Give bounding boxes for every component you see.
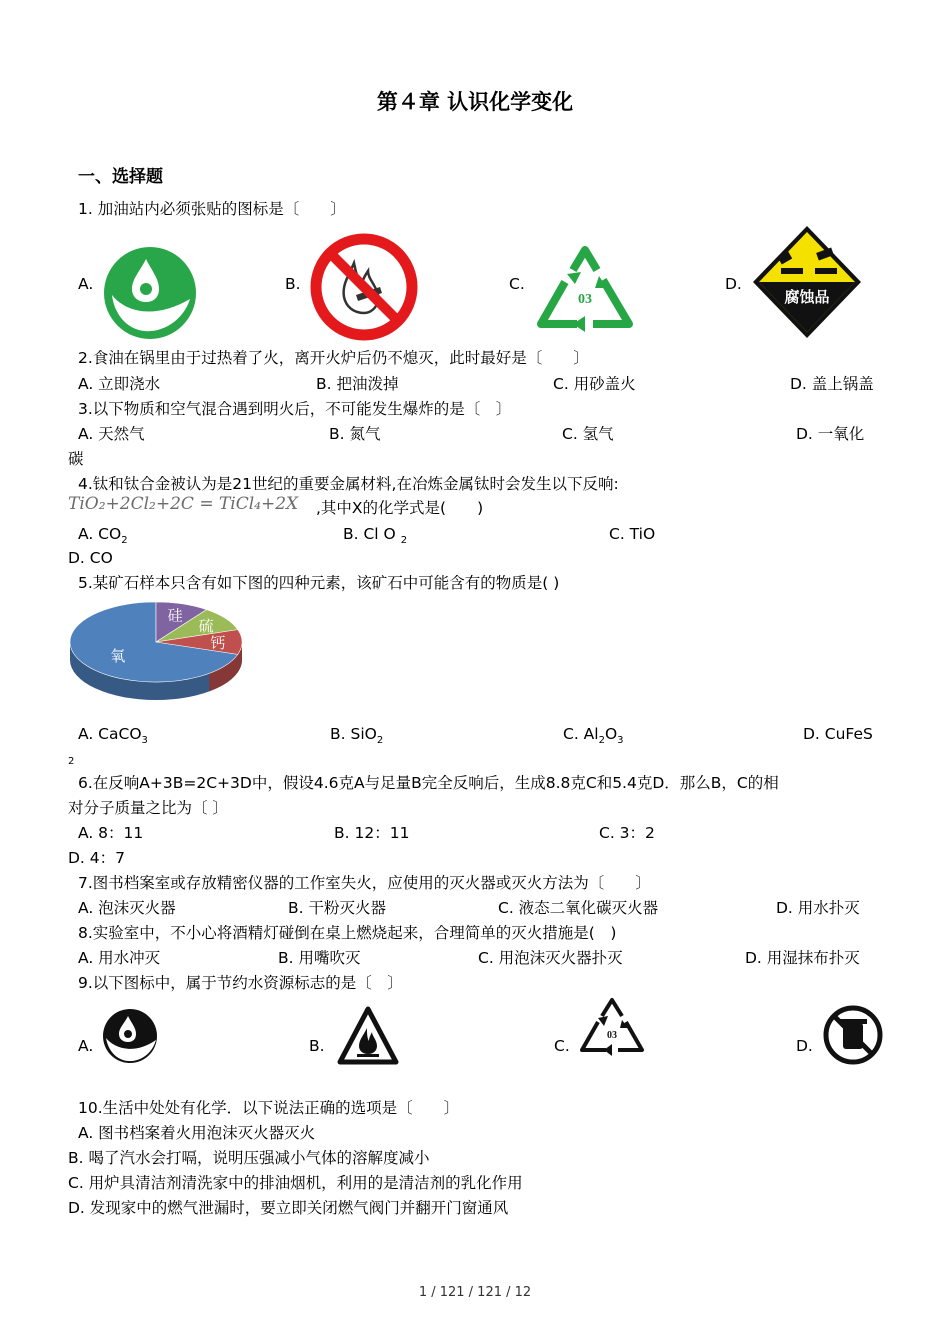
recycle-outline-icon: [578, 996, 646, 1062]
water-drop-hand-icon: [102, 1008, 158, 1064]
q1-option-d: D.: [725, 275, 742, 293]
q4-option-b: B. Cl O $_2$: [343, 525, 408, 547]
question-6-stem: 6.在反响A+3B=2C+3D中，假设4.6克A与足量B完全反响后，生成8.8克C和5.4克D．那么B，C的相: [78, 774, 779, 792]
q3-option-a: A. 天然气: [78, 425, 145, 443]
element-pie-chart: [68, 598, 246, 706]
q6-option-a: A. 8：11: [78, 824, 144, 842]
q5-option-a: A. CaCO$_3$: [78, 725, 148, 747]
reaction-formula: TiO₂+2Cl₂+2C = TiCl₄+2X: [68, 494, 299, 514]
question-5-stem: 5.某矿石样本只含有如下图的四种元素，该矿石中可能含有的物质是( ): [78, 574, 560, 592]
pie-label-0: 氧: [110, 646, 126, 665]
q9-option-c: C.: [554, 1037, 570, 1055]
q6-option-c: C. 3：2: [599, 824, 655, 842]
no-fire-icon: [310, 233, 418, 341]
q8-option-a: A. 用水冲灭: [78, 949, 161, 967]
question-2-stem: 2.食油在锅里由于过热着了火，离开火炉后仍不熄灭，此时最好是〔 〕: [78, 349, 589, 367]
q3-option-c: C. 氢气: [562, 425, 614, 443]
q5-option-b: B. SiO$_2$: [330, 725, 384, 747]
pie-label-1: 硅: [167, 606, 183, 625]
q2-option-b: B. 把油泼掉: [316, 375, 399, 393]
q10-option-c: C. 用炉具清洁剂清洗家中的排油烟机，利用的是清洁剂的乳化作用: [68, 1174, 523, 1192]
page-number: 1 / 121 / 121 / 12: [418, 1285, 532, 1300]
q7-option-b: B. 干粉灭火器: [288, 899, 386, 917]
question-4-tail: ,其中X的化学式是( ): [316, 499, 484, 517]
q5-option-d: D. CuFeS: [803, 725, 873, 743]
recycle-outline-label: 03: [607, 1030, 617, 1041]
q5-option-d-wrap: 2: [68, 756, 75, 767]
recycle-label: 03: [578, 292, 592, 307]
q10-option-d: D. 发现家中的燃气泄漏时，要立即关闭燃气阀门并翻开门窗通风: [68, 1199, 509, 1217]
q9-option-b: B.: [309, 1037, 325, 1055]
q8-option-d: D. 用湿抹布扑灭: [745, 949, 860, 967]
q6-option-d: D. 4：7: [68, 849, 126, 867]
question-4-stem: 4.钛和钛合金被认为是21世纪的重要金属材料,在冶炼金属钛时会发生以下反响:: [78, 475, 619, 493]
q6-option-b: B. 12：11: [334, 824, 410, 842]
q1-option-a: A.: [78, 275, 94, 293]
q8-option-c: C. 用泡沫灭火器扑灭: [478, 949, 623, 967]
question-9-stem: 9.以下图标中，属于节约水资源标志的是〔 〕: [78, 974, 403, 992]
pie-label-2: 硫: [198, 617, 214, 636]
question-8-stem: 8.实验室中，不小心将酒精灯碰倒在桌上燃烧起来，合理简单的灭火措施是( ): [78, 924, 617, 942]
question-10-stem: 10.生活中处处有化学．以下说法正确的选项是〔 〕: [78, 1099, 460, 1117]
q3-option-d-wrap: 碳: [68, 450, 84, 468]
q1-option-b: B.: [285, 275, 301, 293]
corrosive-icon: [751, 224, 863, 340]
q3-option-d: D. 一氧化: [796, 425, 865, 443]
no-dumping-icon: [823, 1005, 883, 1065]
q9-option-a: A.: [78, 1037, 94, 1055]
corrosive-label: 腐蚀品: [784, 288, 830, 306]
q7-option-d: D. 用水扑灭: [776, 899, 860, 917]
question-6-stem-cont: 对分子质量之比为〔 〕: [68, 799, 228, 817]
q2-option-c: C. 用砂盖火: [553, 375, 636, 393]
q5-option-c: C. $Al_2O_3$: [563, 725, 624, 747]
q7-option-a: A. 泡沫灭火器: [78, 899, 176, 917]
q4-option-d: D. CO: [68, 549, 113, 567]
q10-option-a: A. 图书档案着火用泡沫灭火器灭火: [78, 1124, 316, 1142]
q9-option-d: D.: [796, 1037, 813, 1055]
q8-option-b: B. 用嘴吹灭: [278, 949, 361, 967]
q10-option-b: B. 喝了汽水会打嗝，说明压强减小气体的溶解度减小: [68, 1149, 430, 1167]
question-3-stem: 3.以下物质和空气混合遇到明火后，不可能发生爆炸的是〔 〕: [78, 400, 512, 418]
water-saving-icon: [104, 247, 196, 339]
recycle-icon: [533, 244, 637, 340]
page-title: 第４章 认识化学变化: [376, 90, 574, 114]
q3-option-b: B. 氮气: [329, 425, 381, 443]
q4-option-a: A. $CO_2$: [78, 525, 128, 547]
section-heading: 一、选择题: [78, 167, 163, 187]
question-1-stem: 1. 加油站内必须张贴的图标是〔 〕: [78, 200, 346, 218]
question-7-stem: 7.图书档案室或存放精密仪器的工作室失火，应使用的灭火器或灭火方法为〔 〕: [78, 874, 651, 892]
q1-option-c: C.: [509, 275, 525, 293]
q2-option-d: D. 盖上锅盖: [790, 375, 874, 393]
pie-label-3: 钙: [210, 634, 226, 652]
q2-option-a: A. 立即浇水: [78, 375, 161, 393]
flammable-warning-icon: [337, 1006, 399, 1066]
q7-option-c: C. 液态二氧化碳灭火器: [498, 899, 659, 917]
q4-option-c: C. TiO: [609, 525, 656, 543]
